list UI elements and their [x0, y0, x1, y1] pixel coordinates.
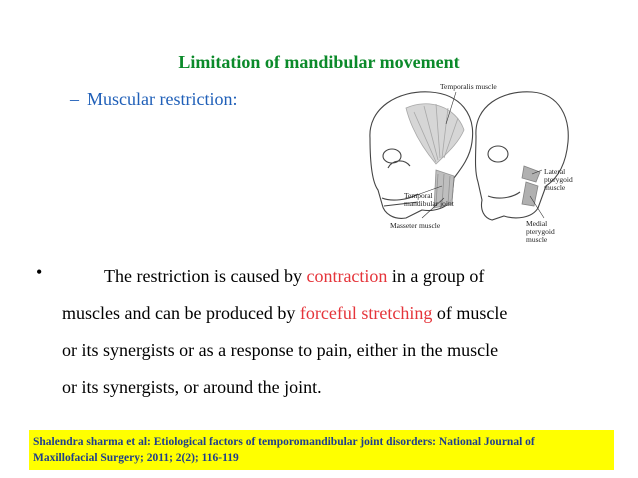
- label-temporalis: Temporalis muscle: [440, 82, 497, 91]
- label-lateral-2: pterygoid: [544, 175, 573, 184]
- subheading-dash: –: [70, 89, 79, 109]
- label-lateral-1: Lateral: [544, 167, 566, 176]
- label-medial-1: Medial: [526, 219, 548, 228]
- highlight-forceful-stretching: forceful stretching: [299, 303, 433, 323]
- reference-line-2: Maxillofacial Surgery; 2011; 2(2); 116-119: [33, 452, 239, 464]
- slide-title: Limitation of mandibular movement: [178, 52, 460, 72]
- reference-box: [29, 430, 614, 470]
- paragraph-line-2: [62, 295, 622, 332]
- skull-muscle-illustration: [348, 78, 574, 256]
- paragraph-line-3: or its synergists or as a response to pain, either in the muscle: [62, 340, 499, 360]
- text-segment: in a group of: [387, 266, 485, 286]
- text-segment: The restriction is caused by: [104, 266, 307, 286]
- label-lateral-3: muscle: [544, 183, 566, 192]
- paragraph-line-4: or its synergists, or around the joint.: [62, 377, 322, 397]
- label-medial-2: pterygoid: [526, 227, 555, 236]
- text-segment: muscles and can be produced by: [62, 303, 300, 323]
- subheading-text: Muscular restriction:: [87, 89, 238, 109]
- label-medial-3: muscle: [526, 235, 548, 244]
- skull-drawing: [348, 78, 574, 256]
- subheading: [70, 89, 237, 110]
- body-paragraph: [62, 258, 622, 406]
- paragraph-line-1: [62, 258, 622, 295]
- bullet-marker: •: [36, 262, 43, 282]
- text-segment: of muscle: [432, 303, 508, 323]
- label-tmj-2: mandibular joint: [404, 199, 454, 208]
- label-masseter: Masseter muscle: [390, 221, 441, 230]
- reference-line-1: Shalendra sharma et al: Etiological factors of temporomandibular joint disorders: National Journal of: [33, 436, 535, 448]
- highlight-contraction: contraction: [306, 266, 388, 286]
- label-tmj-1: Temporal: [404, 191, 433, 200]
